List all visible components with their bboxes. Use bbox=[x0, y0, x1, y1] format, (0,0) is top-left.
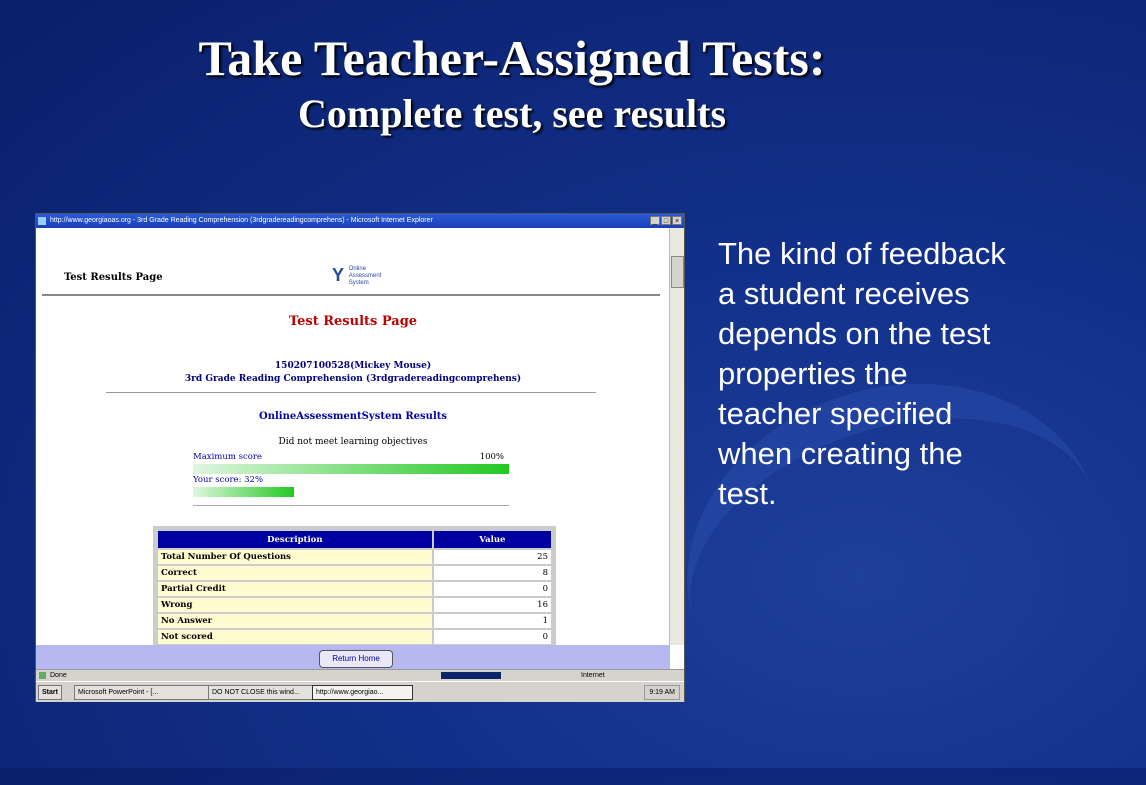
oas-logo bbox=[332, 266, 381, 287]
window-titlebar bbox=[36, 214, 684, 228]
start-button[interactable]: Start bbox=[38, 685, 62, 700]
row-description: Not scored bbox=[158, 630, 432, 644]
your-score-bar-fill bbox=[193, 487, 294, 497]
slide-title-line1: Take Teacher-Assigned Tests: bbox=[198, 30, 826, 86]
results-table bbox=[153, 526, 556, 649]
table-row bbox=[158, 566, 551, 580]
row-description: Correct bbox=[158, 566, 432, 580]
max-score-bar-fill bbox=[193, 464, 509, 474]
oas-logo-mark-icon: Y bbox=[332, 265, 345, 285]
student-info bbox=[36, 360, 670, 386]
taskbar-item[interactable]: Microsoft PowerPoint - [... bbox=[74, 685, 209, 700]
progress-indicator bbox=[441, 672, 501, 679]
browser-screenshot bbox=[35, 213, 685, 702]
table-row bbox=[158, 630, 551, 644]
info-divider bbox=[106, 392, 596, 393]
scrollbar-thumb[interactable] bbox=[671, 256, 684, 288]
logo-line: Assessment bbox=[348, 273, 382, 279]
side-description: The kind of feedback a student receives depends on the test properties the teacher specified when creating the test. bbox=[718, 236, 1006, 511]
header-title: Test Results Page bbox=[64, 272, 163, 283]
row-description: Total Number Of Questions bbox=[158, 550, 432, 564]
vertical-scrollbar[interactable] bbox=[669, 228, 684, 645]
ie-icon bbox=[38, 217, 46, 225]
table-row bbox=[158, 550, 551, 564]
row-value: 25 bbox=[434, 550, 551, 564]
logo-line: Online bbox=[348, 266, 367, 272]
return-home-button[interactable]: Return Home bbox=[319, 650, 393, 668]
row-value: 0 bbox=[434, 582, 551, 596]
table-row bbox=[158, 598, 551, 612]
row-value: 1 bbox=[434, 614, 551, 628]
test-line: 3rd Grade Reading Comprehension (3rdgradereadingcomprehens) bbox=[184, 374, 522, 384]
max-score-bar bbox=[193, 464, 509, 474]
page-title: Test Results Page bbox=[288, 314, 418, 329]
close-icon[interactable]: × bbox=[672, 216, 682, 225]
status-text: Done bbox=[50, 672, 67, 679]
header-divider bbox=[42, 294, 660, 296]
results-heading: OnlineAssessmentSystem Results bbox=[258, 411, 447, 422]
window-title: http://www.georgiaoas.org - 3rd Grade Reading Comprehension (3rdgradereadingcomprehens) - Microsoft Internet Explorer bbox=[50, 217, 433, 224]
row-value: 8 bbox=[434, 566, 551, 580]
row-description: Partial Credit bbox=[158, 582, 432, 596]
logo-line: System bbox=[348, 280, 369, 286]
row-description: No Answer bbox=[158, 614, 432, 628]
results-page bbox=[36, 228, 670, 663]
taskbar-item[interactable]: DO NOT CLOSE this wind... bbox=[208, 685, 313, 700]
taskbar-clock: 9:19 AM bbox=[644, 685, 680, 700]
max-score-label: Maximum score bbox=[193, 452, 262, 462]
column-header-description: Description bbox=[158, 531, 432, 548]
maximize-icon[interactable]: □ bbox=[661, 216, 671, 225]
security-zone: Internet bbox=[581, 672, 605, 679]
slide-title bbox=[0, 30, 1024, 140]
page-done-icon bbox=[39, 672, 46, 679]
table-row bbox=[158, 582, 551, 596]
column-header-value: Value bbox=[434, 531, 551, 548]
your-score-label: Your score: 32% bbox=[193, 475, 264, 485]
row-value: 16 bbox=[434, 598, 551, 612]
score-divider bbox=[193, 505, 509, 506]
slide-title-line2: Complete test, see results bbox=[297, 91, 727, 136]
your-score-bar bbox=[193, 487, 509, 497]
max-score-percent: 100% bbox=[479, 452, 504, 462]
row-value: 0 bbox=[434, 630, 551, 644]
table-row bbox=[158, 614, 551, 628]
student-line: 150207100528(Mickey Mouse) bbox=[274, 361, 432, 371]
windows-taskbar bbox=[36, 681, 684, 702]
objectives-note: Did not meet learning objectives bbox=[278, 437, 428, 447]
taskbar-item-active[interactable]: http://www.georgiao... bbox=[312, 685, 413, 700]
minimize-icon[interactable]: _ bbox=[650, 216, 660, 225]
row-description: Wrong bbox=[158, 598, 432, 612]
